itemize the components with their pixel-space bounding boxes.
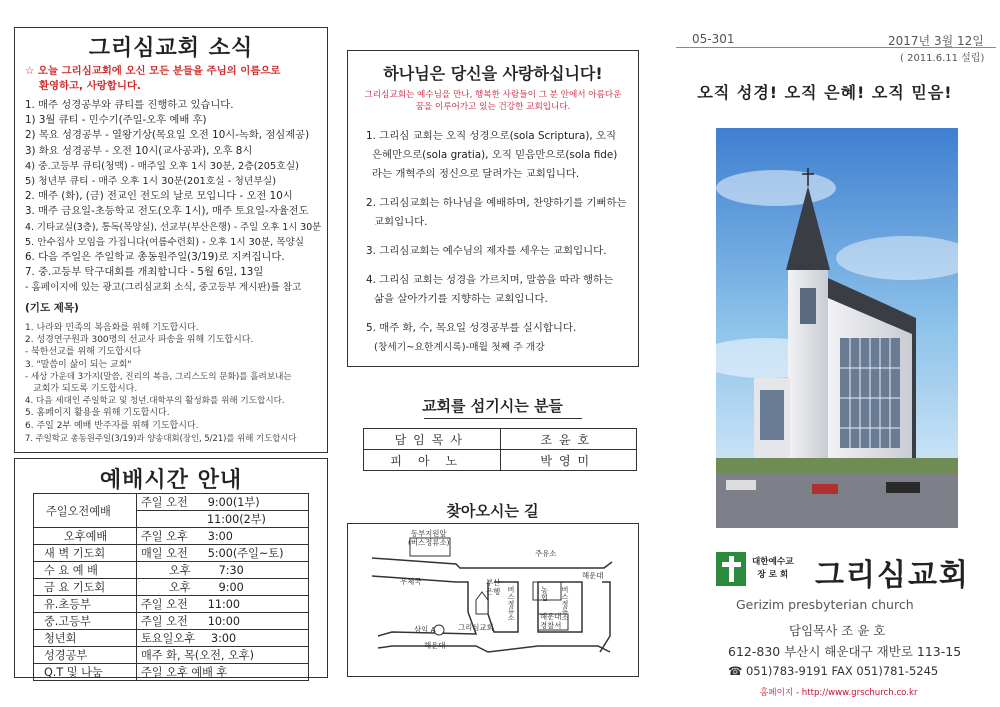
prayer-item: 1. 나라와 민족의 복음화를 위해 기도합시다. (25, 323, 199, 333)
table-cell (137, 596, 309, 613)
time-value: 10:00 (207, 615, 241, 628)
time-label: 주일 오전 (141, 496, 188, 509)
map-label-samik (414, 624, 436, 635)
map-label-haeundae2: 해운대 (424, 641, 446, 650)
table-cell (137, 494, 309, 511)
point-line: 은혜만으로(sola gratia), 오직 믿음만으로(sola fide) (372, 149, 618, 161)
intro-line: 꿈을 이루어가고 있는 건강한 교회입니다. (415, 102, 571, 112)
worship-box (14, 458, 328, 678)
point-line: 5. 매주 화, 수, 목요일 성경공부를 실시합니다. (366, 322, 577, 334)
map-text: 동부지원앞 (410, 529, 447, 538)
table-cell: 오후예배 (34, 528, 137, 545)
phone-text: 051)783-9191 FAX 051)781-5245 (745, 664, 939, 678)
staff-table (363, 428, 637, 471)
point-line: 3. 그리심교회는 예수님의 제자를 세우는 교회입니다. (366, 245, 607, 257)
time-label: 토요일오후 (141, 632, 196, 645)
map-text: 은행 (486, 587, 501, 596)
table-row (34, 630, 309, 647)
table-cell: 청년회 (34, 630, 137, 647)
map-drawing (348, 524, 638, 676)
time-label: 주일 오후 (141, 530, 188, 543)
intro-line: 그리심교회는 예수님을 만나, 행복한 사람들이 그 분 안에서 아름다운 (364, 90, 622, 100)
time-label: 매일 오전 (141, 547, 188, 560)
list-item: 2) 목요 성경공부 - 열왕기상(목요일 오전 10시-녹화, 점심제공) (25, 129, 310, 142)
table-cell (137, 630, 309, 647)
table-row (364, 450, 637, 471)
map-label-post: 우체국 (400, 577, 422, 586)
prayer-item: 2. 성경연구원과 300명의 선교사 파송을 위해 기도합시다. (25, 335, 254, 346)
time-label: 오후 (169, 564, 191, 577)
map-text: A (430, 625, 436, 634)
love-title: 하나님은 당신을 사랑하십니다! (383, 64, 603, 83)
list-item: 1) 3월 큐티 - 민수기(주일-오후 예배 후) (25, 114, 207, 127)
denomination-line: 대한예수교 (752, 557, 794, 567)
time-value: 9:00 (218, 581, 244, 594)
welcome-text (25, 64, 280, 93)
time-value: 11:00(2부) (207, 513, 266, 526)
news-title: 그리심교회 소식 (88, 36, 254, 61)
table-row (34, 494, 309, 511)
prayer-item: - 북한선교를 위해 기도합시다 (25, 347, 142, 358)
table-cell: 중.고등부 (34, 613, 137, 630)
point-line: 2. 그리심교회는 하나님을 예배하며, 찬양하기를 기뻐하는 (366, 197, 627, 209)
list-item: 6. 다음 주일은 주일학교 총동원주일(3/19)로 지켜집니다. (25, 251, 285, 264)
welcome-line: ☆ 오늘 그리심교회에 오신 모든 분들을 주님의 이름으로 (25, 65, 281, 77)
time-value: 7:30 (218, 564, 244, 577)
map-text: 해운대 (540, 612, 562, 621)
prayer-title: (기도 제목) (25, 302, 79, 314)
english-name: Gerizim presbyterian church (736, 597, 914, 612)
list-item: 7. 중.고등부 탁구대회를 개최합니다 - 5월 6일, 13일 (25, 266, 264, 279)
table-cell (137, 511, 309, 528)
table-cell (137, 562, 309, 579)
phone-icon: ☎ (728, 664, 746, 678)
love-box (347, 50, 639, 367)
map-label-bus2: 버스정류소 (561, 586, 569, 621)
time-value: 11:00 (207, 598, 241, 611)
church-logo-icon (716, 552, 746, 586)
prayer-list (25, 322, 296, 444)
table-cell: 박영미 (500, 450, 637, 471)
map-label-church: 그리심교회 (458, 623, 494, 632)
love-points (366, 127, 627, 357)
map-text: 삼익 (414, 625, 429, 634)
table-row (34, 545, 309, 562)
list-item: 5) 청년부 큐티 - 매주 오후 1시 30분(201호실 - 청년부실) (25, 176, 277, 188)
table-cell: 담임목사 (364, 429, 501, 450)
love-intro (348, 89, 638, 113)
point-line: 삶을 살아가기를 지향하는 교회입니다. (374, 293, 548, 305)
map-label-station: 주유소 (535, 549, 557, 558)
map-text: 부산 (486, 578, 501, 587)
address: 612-830 부산시 해운대구 재반로 113-15 (728, 644, 962, 659)
list-item: 2. 매주 (화), (금) 전교인 전도의 날로 모입니다 - 오전 10시 (25, 190, 293, 203)
map-label-bank (486, 578, 500, 596)
table-cell (137, 528, 309, 545)
phone (728, 664, 938, 678)
list-item: 3) 화요 성경공부 - 오전 10시(교사공과), 오후 8시 (25, 144, 253, 157)
time-label: 주일 오전 (141, 598, 188, 611)
table-row (34, 528, 309, 545)
pastor-name: 담임목사 조 윤 호 (789, 623, 886, 638)
homepage-link[interactable]: 홈페이지 - http://www.grschurch.co.kr (760, 688, 918, 698)
table-cell (137, 545, 309, 562)
point-line: 교회입니다. (374, 216, 428, 228)
map-title: 찾아오시는 길 (446, 502, 539, 520)
table-cell: Q.T 및 나눔 (34, 664, 137, 681)
map-box (347, 523, 639, 677)
map-label-nonghyup: 농협 (540, 586, 549, 601)
motto: 오직 성경! 오직 은혜! 오직 믿음! (697, 83, 953, 102)
church-image (716, 128, 958, 528)
worship-table (33, 493, 309, 681)
map-label-haeundae1: 해운대 (582, 571, 604, 580)
staff-title-underline (424, 418, 582, 419)
time-label: 주일 오전 (141, 615, 188, 628)
list-item: 5. 안수집사 모임을 가집니다(여름수련회) - 오후 1시 30분, 목양실 (25, 236, 305, 248)
table-cell: 조윤호 (500, 429, 637, 450)
prayer-item: - 세상 가운데 3가지(말씀, 진리의 복음, 그리스도의 문화)를 흘려보내는 (25, 371, 292, 382)
table-cell: 성경공부 (34, 647, 137, 664)
time-label: 오후 (169, 581, 191, 594)
point-line: 4. 그리심 교회는 성경을 가르치며, 말씀을 따라 행하는 (366, 274, 614, 286)
table-cell (137, 613, 309, 630)
welcome-line: 환영하고, 사랑합니다. (39, 79, 141, 92)
list-item: 3. 매주 금요일-초등학교 전도(오후 1시), 매주 토요일-자율전도 (25, 205, 309, 218)
point-line: 라는 개혁주의 정신으로 달려가는 교회입니다. (372, 168, 580, 180)
church-name: 그리심교회 (815, 558, 970, 593)
map-text: 경찰서 (540, 621, 562, 630)
time-value: 9:00(1부) (207, 496, 260, 509)
church-illustration (716, 128, 958, 528)
list-item: - 홈페이지에 있는 광고(그리심교회 소식, 중고등부 게시판)를 참고 (25, 282, 302, 294)
map-label-bus: 버스정류소 (507, 586, 515, 621)
issue-date: 2017년 3월 12일 (888, 34, 984, 48)
table-cell: 금 요 기도회 (34, 579, 137, 596)
map-text: (버스정류소) (408, 538, 450, 547)
table-row (34, 664, 309, 681)
table-cell: 매주 화, 목(오전, 오후) (137, 647, 309, 664)
denomination (752, 556, 794, 582)
prayer-item: 7. 주일학교 총동원주일(3/19)과 양송대회(장인, 5/21)를 위해 기도합시다 (25, 432, 297, 443)
point-line: (창세기~요한계시록)-매월 첫째 주 개강 (374, 342, 545, 353)
prayer-item: 교회가 되도록 기도합시다. (33, 384, 138, 395)
prayer-item: 6. 주일 2부 예배 반주자를 위해 기도합시다. (25, 420, 199, 431)
denomination-line: 장 로 회 (757, 570, 789, 580)
table-row (34, 613, 309, 630)
map-label-police (540, 612, 561, 630)
table-row (34, 596, 309, 613)
table-cell: 유.초등부 (34, 596, 137, 613)
table-cell: 주일 오후 예배 후 (137, 664, 309, 681)
time-value: 3:00 (207, 530, 233, 543)
time-value: 5:00(주일~토) (207, 547, 284, 560)
table-cell: 수 요 예 배 (34, 562, 137, 579)
list-item: 4) 중.고등부 큐티(청맥) - 매주일 오후 1시 30분, 2층(205호실) (25, 160, 299, 172)
map-label-hall (408, 529, 449, 547)
prayer-item: 5. 홈페이지 활용을 위해 기도합시다. (25, 408, 170, 419)
table-cell (137, 579, 309, 596)
staff-title: 교회를 섬기시는 분들 (422, 397, 563, 415)
table-row (34, 647, 309, 664)
point-line: 1. 그리심 교회는 오직 성경으로(sola Scriptura), 오직 (366, 130, 617, 142)
list-item: 1. 매주 성경공부와 큐티를 진행하고 있습니다. (25, 99, 234, 111)
founded-date: ( 2011.6.11 설립) (900, 53, 985, 64)
table-cell: 새 벽 기도회 (34, 545, 137, 562)
table-cell: 주일오전예배 (34, 494, 137, 528)
prayer-item: 4. 다음 세대인 주일학교 및 청년.대학부의 활성화를 위해 기도합시다. (25, 396, 285, 407)
worship-title: 예배시간 안내 (99, 468, 243, 493)
prayer-item: 3. "말씀이 삶이 되는 교회" (25, 359, 132, 370)
table-row (364, 429, 637, 450)
table-row (34, 562, 309, 579)
news-list (25, 98, 321, 296)
time-value: 3:00 (211, 632, 237, 645)
table-cell: 피아노 (364, 450, 501, 471)
header-rule (676, 47, 996, 48)
issue-code: 05-301 (692, 32, 735, 46)
list-item: 4. 기타교실(3층), 통독(목양실), 선교부(부산은행) - 주일 오후 1시 30분 (25, 221, 322, 233)
table-row (34, 579, 309, 596)
news-box (14, 27, 328, 453)
